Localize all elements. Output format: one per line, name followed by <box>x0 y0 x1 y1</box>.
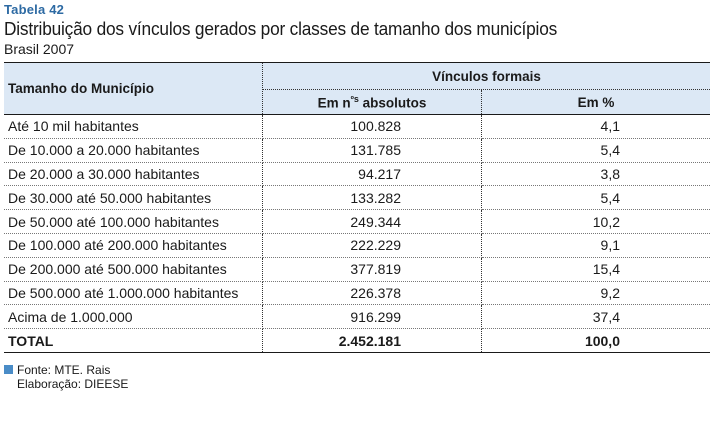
row-label: De 30.000 até 50.000 habitantes <box>4 186 263 210</box>
header-vinculos-formais: Vínculos formais <box>263 63 711 90</box>
row-pct: 15,4 <box>482 257 711 281</box>
row-pct: 4,1 <box>482 115 711 139</box>
row-abs: 94.217 <box>263 162 482 186</box>
table-row <box>4 162 710 186</box>
row-label: De 200.000 até 500.000 habitantes <box>4 257 263 281</box>
total-label: TOTAL <box>4 329 263 353</box>
table-number: Tabela 42 <box>4 2 65 17</box>
row-abs: 249.344 <box>263 210 482 234</box>
table-notes <box>4 363 710 391</box>
row-abs: 377.819 <box>263 257 482 281</box>
table-row <box>4 281 710 305</box>
row-pct: 37,4 <box>482 305 711 329</box>
header-absolutos: Em $n^{ºs}$ absolutos <box>263 90 482 115</box>
row-label: Até 10 mil habitantes <box>4 115 263 139</box>
legend-square-icon <box>4 365 13 374</box>
table-title: Distribuição dos vínculos gerados por classes de tamanho dos municípios <box>4 19 558 39</box>
table-row <box>4 305 710 329</box>
row-label: De 100.000 até 200.000 habitantes <box>4 233 263 257</box>
header-percent: Em % <box>482 90 711 115</box>
row-label: De 50.000 até 100.000 habitantes <box>4 210 263 234</box>
row-pct: 5,4 <box>482 138 711 162</box>
table-document <box>4 2 710 391</box>
row-label: De 500.000 até 1.000.000 habitantes <box>4 281 263 305</box>
row-abs: 226.378 <box>263 281 482 305</box>
row-pct: 9,2 <box>482 281 711 305</box>
row-label: De 10.000 a 20.000 habitantes <box>4 138 263 162</box>
row-pct: 10,2 <box>482 210 711 234</box>
row-abs: 100.828 <box>263 115 482 139</box>
data-table <box>4 62 710 353</box>
table-row <box>4 138 710 162</box>
elaboration-note: Elaboração: DIEESE <box>17 376 129 391</box>
row-abs: 222.229 <box>263 233 482 257</box>
table-subtitle: Brasil 2007 <box>4 41 75 57</box>
total-pct: 100,0 <box>482 329 711 353</box>
source-text: Fonte: MTE. Rais <box>17 362 111 377</box>
row-pct: 5,4 <box>482 186 711 210</box>
header-municipio: Tamanho do Município <box>4 63 263 115</box>
table-row <box>4 115 710 139</box>
row-abs: 133.282 <box>263 186 482 210</box>
row-pct: 3,8 <box>482 162 711 186</box>
row-label: Acima de 1.000.000 <box>4 305 263 329</box>
table-row <box>4 186 710 210</box>
row-pct: 9,1 <box>482 233 711 257</box>
table-row <box>4 257 710 281</box>
row-abs: 916.299 <box>263 305 482 329</box>
table-row <box>4 233 710 257</box>
total-row <box>4 329 710 353</box>
row-label: De 20.000 a 30.000 habitantes <box>4 162 263 186</box>
total-abs: 2.452.181 <box>263 329 482 353</box>
table-row <box>4 210 710 234</box>
source-note <box>4 363 710 377</box>
row-abs: 131.785 <box>263 138 482 162</box>
